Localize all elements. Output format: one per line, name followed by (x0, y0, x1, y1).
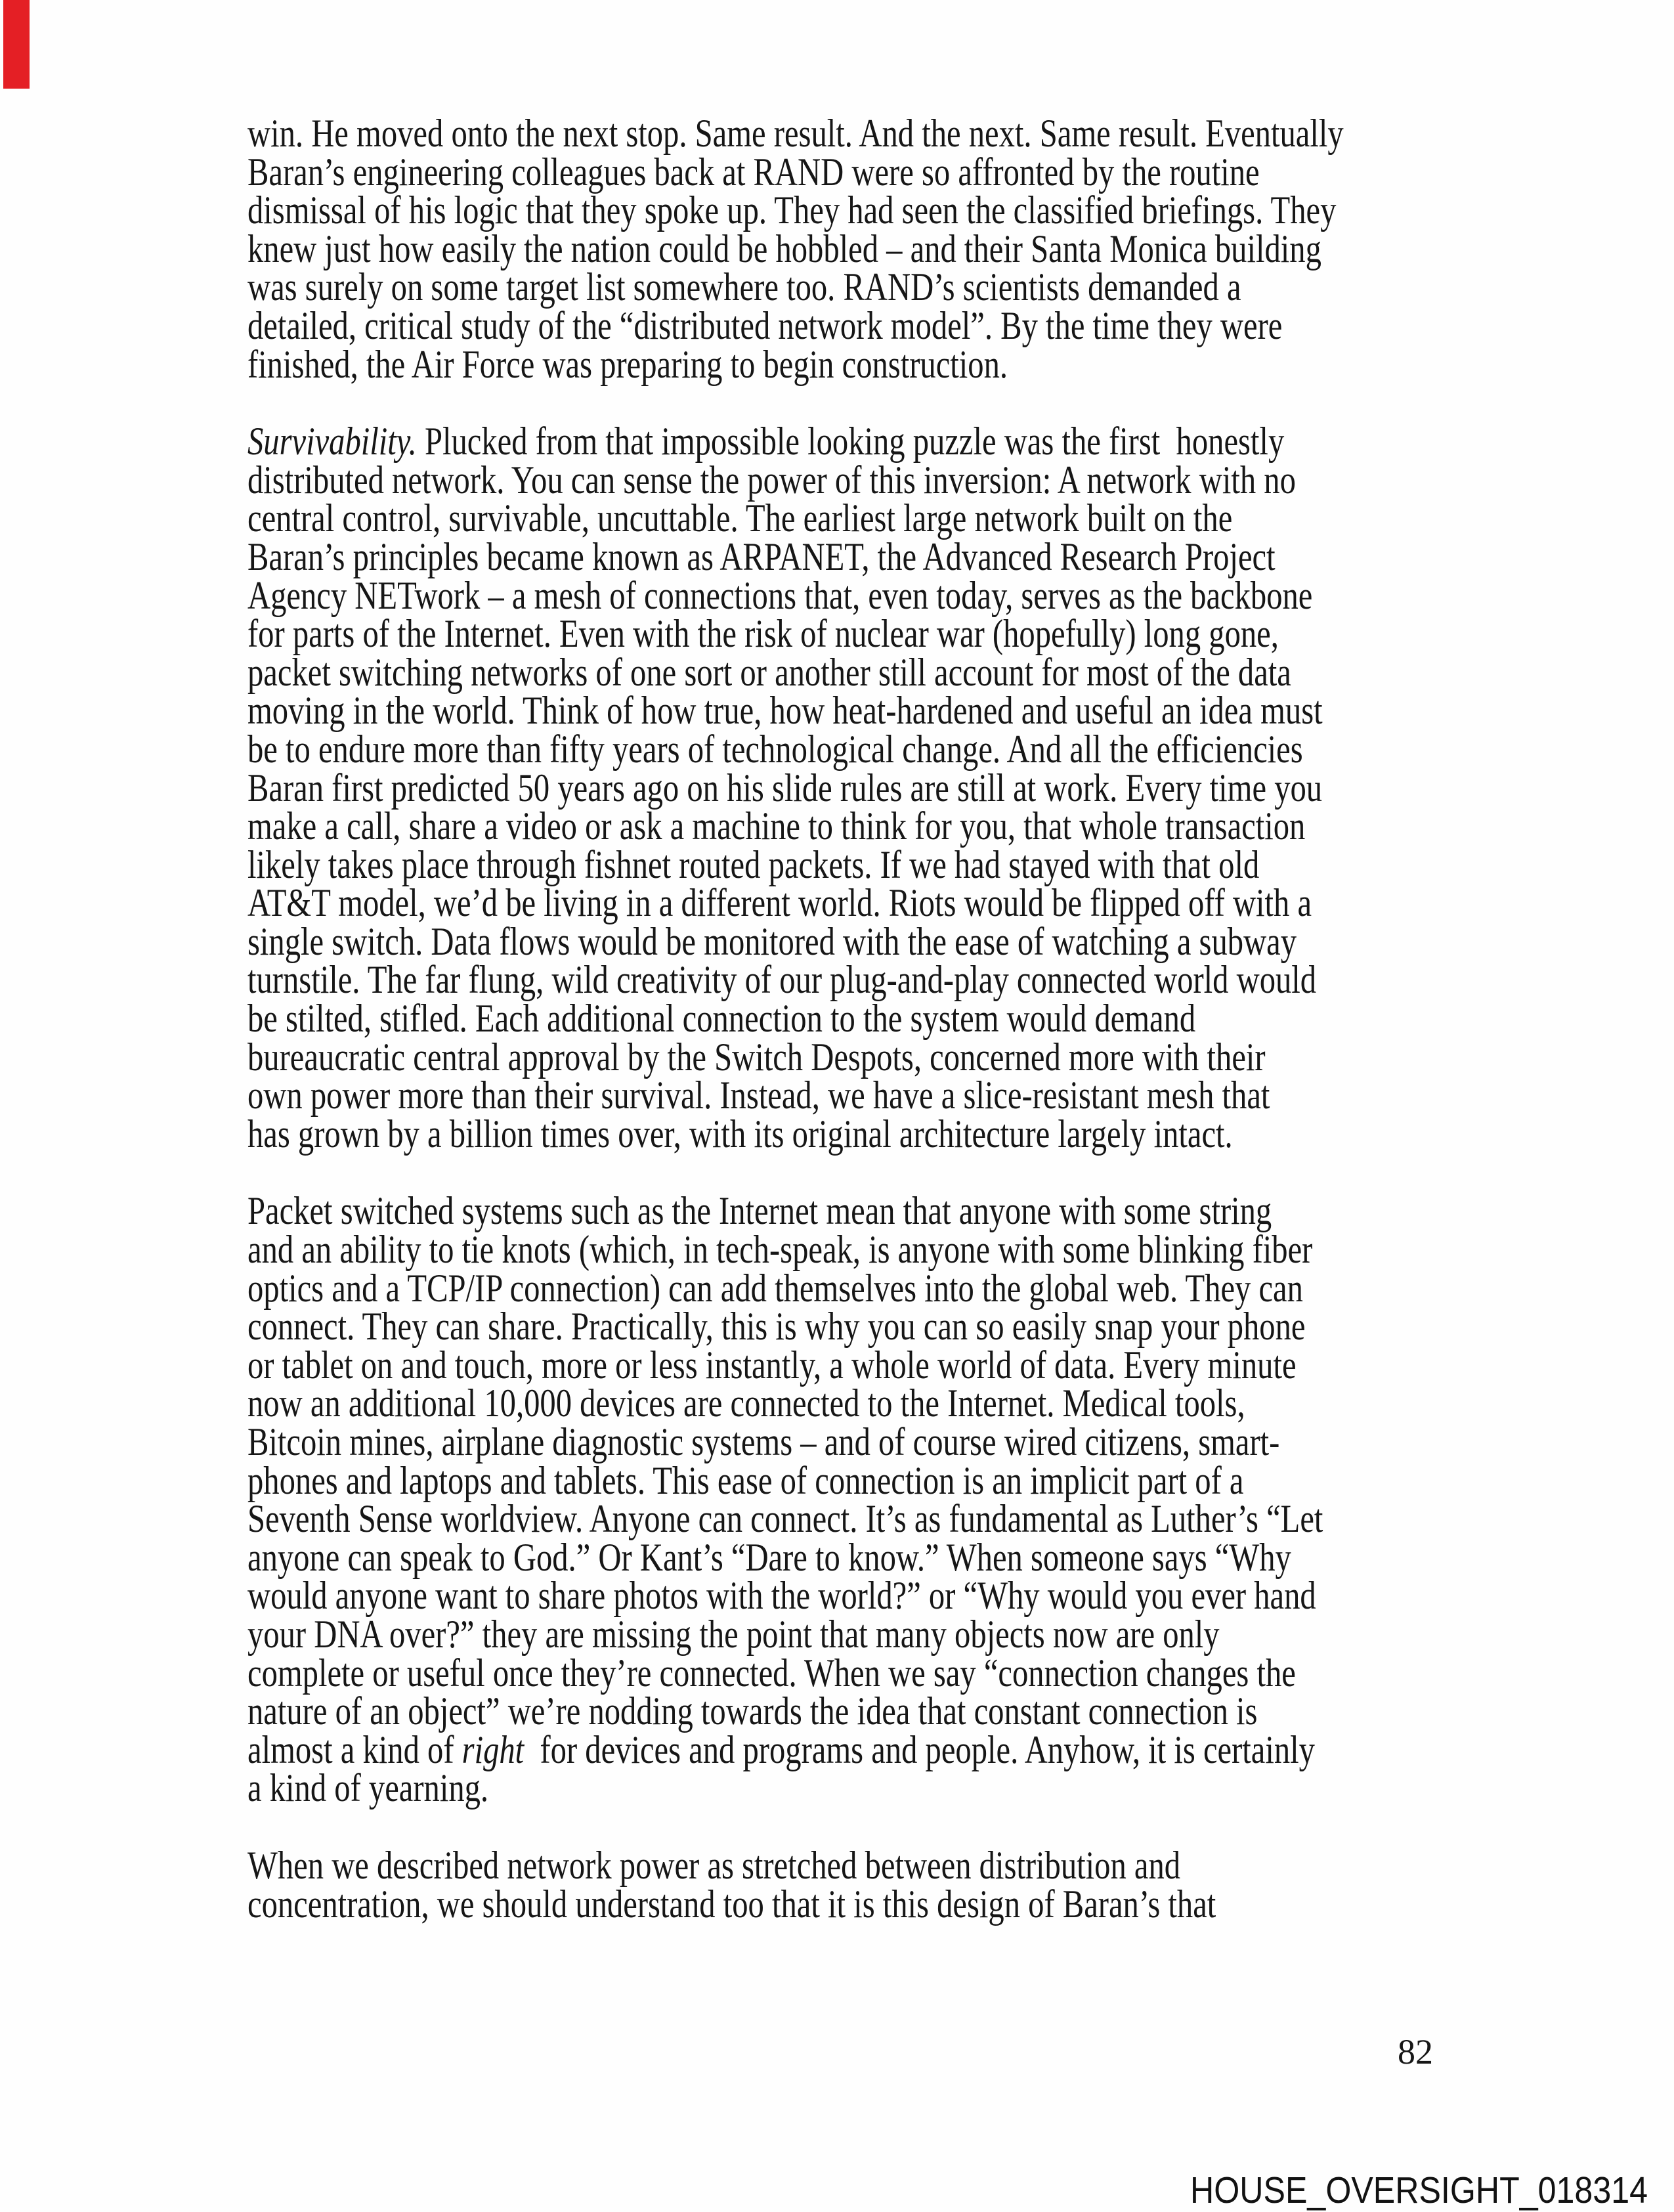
text-line (247, 188, 1344, 232)
paragraph (247, 420, 1344, 1156)
body-text (247, 112, 1344, 1926)
text-segment: a kind of yearning. (247, 1766, 489, 1810)
text-segment: Packet switched systems such as the Internet mean that anyone with some string (247, 1189, 1272, 1233)
text-line (247, 573, 1344, 617)
text-segment: nature of an object” we’re nodding towards the idea that constant connection is (247, 1689, 1258, 1733)
text-line (247, 1420, 1344, 1464)
page-number: 82 (1398, 2032, 1433, 2071)
text-line (247, 150, 1344, 194)
text-segment: and an ability to tie knots (which, in tech-speak, is anyone with some blinking fiber (247, 1228, 1313, 1272)
text-segment: would anyone want to share photos with the world?” or “Why would you ever hand (247, 1574, 1316, 1618)
text-line (247, 534, 1344, 578)
text-line (247, 1228, 1344, 1272)
text-segment: or tablet on and touch, more or less instantly, a whole world of data. Every minute (247, 1343, 1297, 1387)
text-line (247, 458, 1344, 502)
text-segment: connect. They can share. Practically, this is why you can so easily snap your phone (247, 1305, 1306, 1349)
text-line (247, 227, 1344, 271)
red-exhibit-mark (3, 0, 30, 89)
text-segment: packet switching networks of one sort or another still account for most of the data (247, 650, 1291, 694)
italic-text-segment: Survivability. (247, 420, 417, 464)
text-line (247, 1458, 1344, 1502)
text-segment: your DNA over?” they are missing the point that many objects now are only (247, 1612, 1220, 1656)
text-segment: concentration, we should understand too that it is this design of Baran’s that (247, 1882, 1216, 1926)
paragraph (247, 112, 1344, 386)
text-line (247, 919, 1344, 963)
text-segment: single switch. Data flows would be monitored with the ease of watching a subway (247, 919, 1297, 963)
text-line (247, 342, 1344, 386)
text-line (247, 1343, 1344, 1387)
text-segment: for devices and programs and people. Anyhow, it is certainly (524, 1727, 1315, 1771)
text-segment: When we described network power as stretched between distribution and (247, 1843, 1181, 1887)
text-segment: make a call, share a video or ask a machine to think for you, that whole transaction (247, 804, 1306, 848)
text-line (247, 766, 1344, 810)
text-line (247, 496, 1344, 540)
text-segment: central control, survivable, uncuttable. The earliest large network built on the (247, 496, 1233, 540)
italic-text-segment: right (461, 1727, 525, 1771)
text-segment: has grown by a billion times over, with its original architecture largely intact. (247, 1112, 1233, 1156)
text-segment: own power more than their survival. Instead, we have a slice-resistant mesh that (247, 1073, 1270, 1117)
text-line (247, 1689, 1344, 1733)
text-segment: Seventh Sense worldview. Anyone can connect. It’s as fundamental as Luther’s “Let (247, 1497, 1323, 1541)
text-line (247, 997, 1344, 1041)
text-segment: for parts of the Internet. Even with the risk of nuclear war (hopefully) long gone, (247, 612, 1279, 656)
text-line (247, 1035, 1344, 1079)
text-segment: complete or useful once they’re connected. When we say “connection changes the (247, 1651, 1296, 1695)
text-segment: almost a kind of (247, 1727, 462, 1771)
text-line (247, 1766, 1344, 1810)
text-line (247, 1612, 1344, 1656)
text-segment: anyone can speak to God.” Or Kant’s “Dare to know.” When someone says “Why (247, 1535, 1291, 1579)
text-line (247, 265, 1344, 309)
text-segment: be stilted, stifled. Each additional connection to the system would demand (247, 997, 1196, 1041)
text-line (247, 1651, 1344, 1695)
text-line (247, 114, 1344, 153)
text-segment: bureaucratic central approval by the Switch Despots, concerned more with their (247, 1035, 1266, 1079)
paragraph (247, 1843, 1344, 1926)
text-line (247, 1305, 1344, 1349)
text-segment: AT&T model, we’d be living in a different world. Riots would be flipped off with a (247, 881, 1312, 925)
text-segment: dismissal of his logic that they spoke up. They had seen the classified briefings. They (247, 188, 1337, 232)
text-line (247, 958, 1344, 1002)
text-line (247, 1727, 1344, 1771)
text-line (247, 650, 1344, 694)
text-line (247, 689, 1344, 733)
text-segment: likely takes place through fishnet routed packets. If we had stayed with that old (247, 842, 1260, 886)
text-segment: Baran’s engineering colleagues back at RAND were so affronted by the routine (247, 150, 1260, 194)
text-segment: optics and a TCP/IP connection) can add themselves into the global web. They can (247, 1266, 1303, 1310)
text-line (247, 842, 1344, 886)
text-line (247, 1882, 1344, 1926)
text-segment: was surely on some target list somewhere too. RAND’s scientists demanded a (247, 265, 1241, 309)
text-segment: be to endure more than fifty years of technological change. And all the efficiencies (247, 727, 1303, 771)
text-segment: detailed, critical study of the “distributed network model”. By the time they were (247, 303, 1283, 347)
text-segment: Plucked from that impossible looking puzzle was the first honestly (416, 420, 1285, 464)
text-line (247, 804, 1344, 848)
text-line (247, 727, 1344, 771)
text-line (247, 1266, 1344, 1310)
text-segment: turnstile. The far flung, wild creativity of our plug-and-play connected world would (247, 958, 1317, 1002)
text-segment: distributed network. You can sense the power of this inversion: A network with no (247, 458, 1296, 502)
text-segment: Baran first predicted 50 years ago on his slide rules are still at work. Every time you (247, 766, 1323, 810)
text-segment: now an additional 10,000 devices are connected to the Internet. Medical tools, (247, 1381, 1245, 1425)
text-line (247, 612, 1344, 656)
text-segment: phones and laptops and tablets. This ease of connection is an implicit part of a (247, 1458, 1244, 1502)
text-line (247, 1574, 1344, 1618)
text-line (247, 1073, 1344, 1117)
text-segment: knew just how easily the nation could be hobbled – and their Santa Monica building (247, 227, 1321, 271)
text-line (247, 1381, 1344, 1425)
text-line (247, 1535, 1344, 1579)
text-line (247, 303, 1344, 347)
text-line (247, 1843, 1344, 1887)
text-line (247, 1497, 1344, 1541)
text-segment: Baran’s principles became known as ARPANET, the Advanced Research Project (247, 534, 1276, 578)
text-segment: moving in the world. Think of how true, how heat-hardened and useful an idea must (247, 689, 1323, 733)
paragraph (247, 1189, 1344, 1810)
text-segment: Agency NETwork – a mesh of connections that, even today, serves as the backbone (247, 573, 1313, 617)
text-line (247, 420, 1344, 464)
text-line (247, 1112, 1344, 1156)
text-line (247, 881, 1344, 925)
text-segment: finished, the Air Force was preparing to begin construction. (247, 342, 1008, 386)
bates-stamp: HOUSE_OVERSIGHT_018314 (1190, 2169, 1648, 2211)
text-segment: Bitcoin mines, airplane diagnostic systems – and of course wired citizens, smart- (247, 1420, 1280, 1464)
text-segment: win. He moved onto the next stop. Same result. And the next. Same result. Eventually (247, 112, 1344, 155)
text-line (247, 1189, 1344, 1233)
